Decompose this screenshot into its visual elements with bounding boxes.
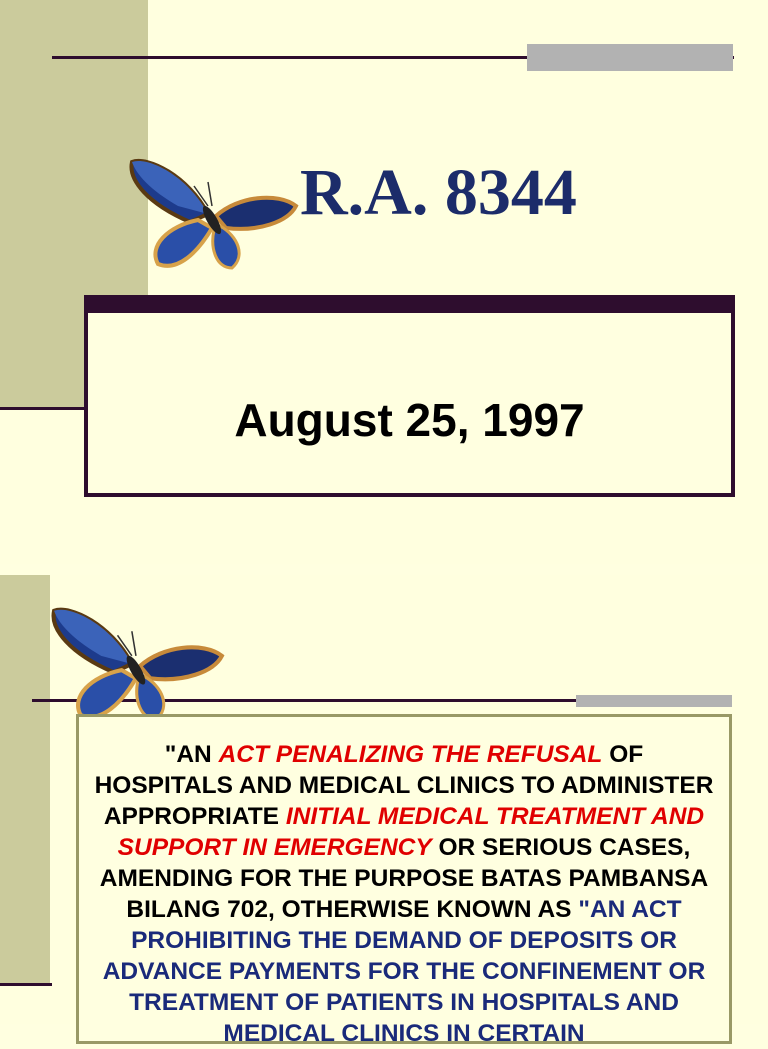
act-text-emphasis: ACT PENALIZING THE REFUSAL (218, 741, 603, 768)
act-description (93, 739, 715, 1049)
top-accent-bar (527, 44, 733, 71)
butterfly-icon (50, 601, 226, 727)
butterfly-icon (128, 156, 300, 272)
page-title: R.A. 8344 (300, 156, 577, 229)
act-text-part: OR SERIOUS CASES, AMENDING FOR THE PURPOSE BATAS PAMBANSA BILANG 702, OTHERWISE KNOWN AS (99, 834, 709, 923)
slide-2 (0, 575, 768, 1047)
left-rule (0, 407, 86, 410)
act-text-part: "AN (164, 741, 219, 768)
act-text-quoted-title: "AN ACT PROHIBITING THE DEMAND OF DEPOSITS OR ADVANCE PAYMENTS FOR THE CONFINEMENT OR TREATMENT OF PATIENTS IN HOSPITALS AND MEDICAL CLINICS IN CERTAIN (102, 896, 706, 1047)
date-box (84, 295, 735, 497)
slide-separator (0, 564, 768, 575)
act-description-box (76, 714, 732, 1047)
side-bar (0, 575, 50, 985)
date-text: August 25, 1997 (234, 394, 585, 446)
left-rule (0, 983, 52, 986)
act-text-emphasis: INITIAL MEDICAL TREATMENT AND SUPPORT IN EMERGENCY (117, 803, 705, 861)
act-text-part: OF HOSPITALS AND MEDICAL CLINICS TO ADMINISTER APPROPRIATE (94, 741, 714, 830)
top-accent-bar (576, 695, 732, 707)
